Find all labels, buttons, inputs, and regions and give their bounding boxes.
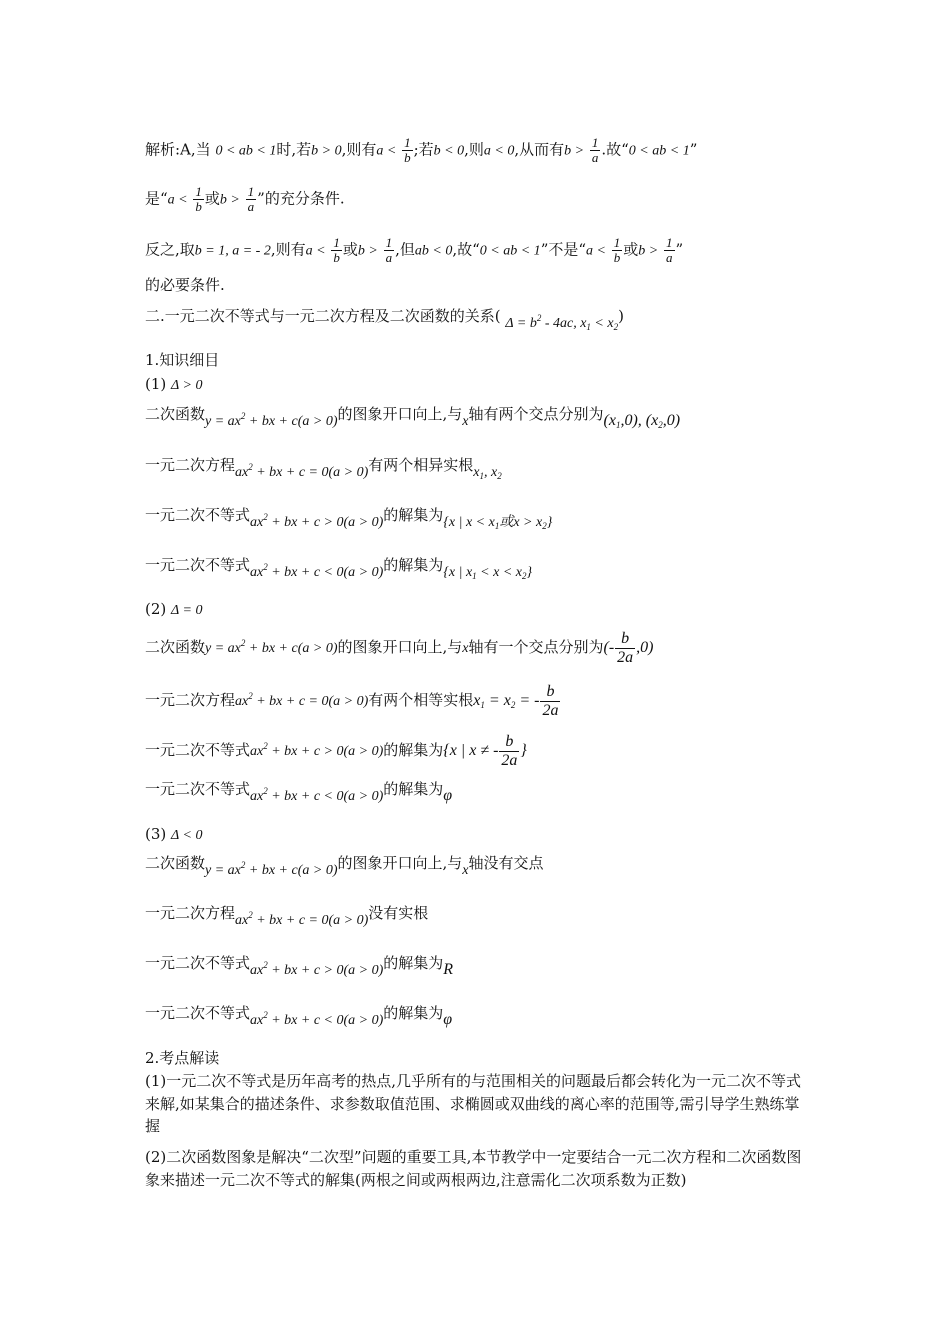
fraction-1-over-b: $\frac{1}{b}$ [333,235,340,265]
quadratic-function: $y = ax^2$ + bx + c(a > 0) [205,411,338,429]
analysis-line-4: 的必要条件. [145,276,225,294]
inequality-lt: $ax^2$ + bx + c < 0(a > 0) [250,1010,384,1028]
quadratic-equation: $ax^2$ + bx + c = 0(a > 0) [235,910,369,928]
case-1-inequality-gt: 一元二次不等式$ax^2$ + bx + c > 0(a > 0)的解集为{x | $x < x_1$或$x > x_2$} [145,506,553,531]
analysis-line-3: 反之,取b = 1, a = - 2,则有a < $\frac{1}{b}$ 或b > $\frac{1}{a}$ ,但ab < 0,故“0 < ab < 1”不是“a < $\frac{1}{b}$ 或b > $\frac{1}{a}$ ” [145,235,684,265]
quadratic-function: $y = ax^2$ + bx + c(a > 0) [205,860,338,878]
solution-set-except-root: {x | x ≠ - $\frac{b}{2a}$ } [443,733,527,769]
case-3-inequality-gt: 一元二次不等式$ax^2$ + bx + c > 0(a > 0)的解集为R [145,954,454,978]
fraction-1-over-b: $\frac{1}{b}$ [404,135,411,165]
case-1-label: (1) Δ > 0 [145,375,203,393]
fraction-1-over-b: $\frac{1}{b}$ [195,184,202,214]
inequality-lt: $ax^2$ + bx + c < 0(a > 0) [250,786,384,804]
case-3-equation: 一元二次方程$ax^2$ + bx + c = 0(a > 0)没有实根 [145,904,429,928]
case-2-equation: 一元二次方程$ax^2$ + bx + c = 0(a > 0)有两个相等实根$x_1 = x_2$ = - $\frac{b}{2a}$ [145,683,561,720]
exam-heading: 2.考点解读 [145,1049,220,1067]
inequality-gt: $ax^2$ + bx + c > 0(a > 0) [250,512,384,530]
exam-point-1: (1)一元二次不等式是历年高考的热点,几乎所有的与范围相关的问题最后都会转化为一元二次不等式来解,如某集合的描述条件、求参数取值范围、求椭圆或双曲线的离心率的范围等,需引导学生熟练掌握 [145,1072,802,1135]
case-2-inequality-gt: 一元二次不等式$ax^2$ + bx + c > 0(a > 0)的解集为{x | x ≠ - $\frac{b}{2a}$ } [145,733,527,769]
section-2-title: 二.一元二次不等式与一元二次方程及二次函数的关系( $\Delta = b^2 - 4ac$, $x_1 < x_2$) [145,307,624,332]
empty-set-symbol: φ [443,787,453,804]
analysis-line-2: 是“a < $\frac{1}{b}$ 或b > $\frac{1}{a}$ ”的充分条件. [145,184,345,214]
case-3-inequality-lt: 一元二次不等式$ax^2$ + bx + c < 0(a > 0)的解集为φ [145,1004,453,1028]
delta-definition: $\Delta = b^2 - 4ac$, $x_1 < x_2$ [505,313,619,332]
case-3-label: (3) Δ < 0 [145,825,203,843]
real-numbers-symbol: R [443,961,454,978]
case-3-function: 二次函数$y = ax^2$ + bx + c(a > 0)的图象开口向上,与x轴没有交点 [145,854,544,878]
case-2-label: (2) Δ = 0 [145,600,203,618]
analysis-line-1: 解析:A,当 0 < ab < 1时,若b > 0,则有a < $\frac{1}{b}$ ;若b < 0,则a < 0,从而有b > $\frac{1}{a}$ .故“0 < ab < 1” [145,135,698,165]
case-2-inequality-lt: 一元二次不等式$ax^2$ + bx + c < 0(a > 0)的解集为φ [145,780,453,804]
case-1-function: 二次函数$y = ax^2$ + bx + c(a > 0)的图象开口向上,与x轴有两个交点分别为$(x_1,0)$, $(x_2,0)$ [145,405,681,430]
case-2-function: 二次函数$y = ax^2$ + bx + c(a > 0)的图象开口向上,与x轴有一个交点分别为(- $\frac{b}{2a}$ ,0) [145,630,654,666]
quadratic-equation: $ax^2$ + bx + c = 0(a > 0) [235,462,369,480]
inequality-gt: $ax^2$ + bx + c > 0(a > 0) [250,960,384,978]
fraction-1-over-a: $\frac{1}{a}$ [247,184,255,214]
quadratic-equation: $ax^2$ + bx + c = 0(a > 0) [235,691,369,710]
quadratic-function: $y = ax^2$ + bx + c(a > 0) [205,638,338,657]
knowledge-heading: 1.知识细目 [145,351,220,369]
equal-roots: $x_1 = x_2$ = - $\frac{b}{2a}$ [473,683,559,719]
case-1-inequality-lt: 一元二次不等式$ax^2$ + bx + c < 0(a > 0)的解集为{x | $x_1 < x < x_2$} [145,556,533,581]
fraction-1-over-a: $\frac{1}{a}$ [591,135,599,165]
fraction-1-over-a: $\frac{1}{a}$ [385,235,393,265]
intersection-points: $(x_1,0)$, $(x_2,0)$ [603,412,681,430]
fraction-1-over-b: $\frac{1}{b}$ [613,235,621,265]
distinct-roots: $x_1$, $x_2$ [473,465,502,481]
inequality-lt: $ax^2$ + bx + c < 0(a > 0) [250,562,384,580]
vertex-point: (- $\frac{b}{2a}$ ,0) [603,630,654,666]
exam-point-2: (2)二次函数图象是解决“二次型”问题的重要工具,本节教学中一定要结合一元二次方程和二次函数图象来描述一元二次不等式的解集(两根之间或两根两边,注意需化二次项系数为正数) [145,1148,802,1189]
fraction-1-over-a: $\frac{1}{a}$ [666,235,673,265]
solution-set-between-roots: {x | $x_1 < x < x_2$} [443,565,533,581]
inequality-gt: $ax^2$ + bx + c > 0(a > 0) [250,741,384,760]
empty-set-symbol: φ [443,1011,453,1028]
case-1-equation: 一元二次方程$ax^2$ + bx + c = 0(a > 0)有两个相异实根$x_1$, $x_2$ [145,456,502,481]
solution-set-outside-roots: {x | $x < x_1$或$x > x_2$} [443,515,553,531]
